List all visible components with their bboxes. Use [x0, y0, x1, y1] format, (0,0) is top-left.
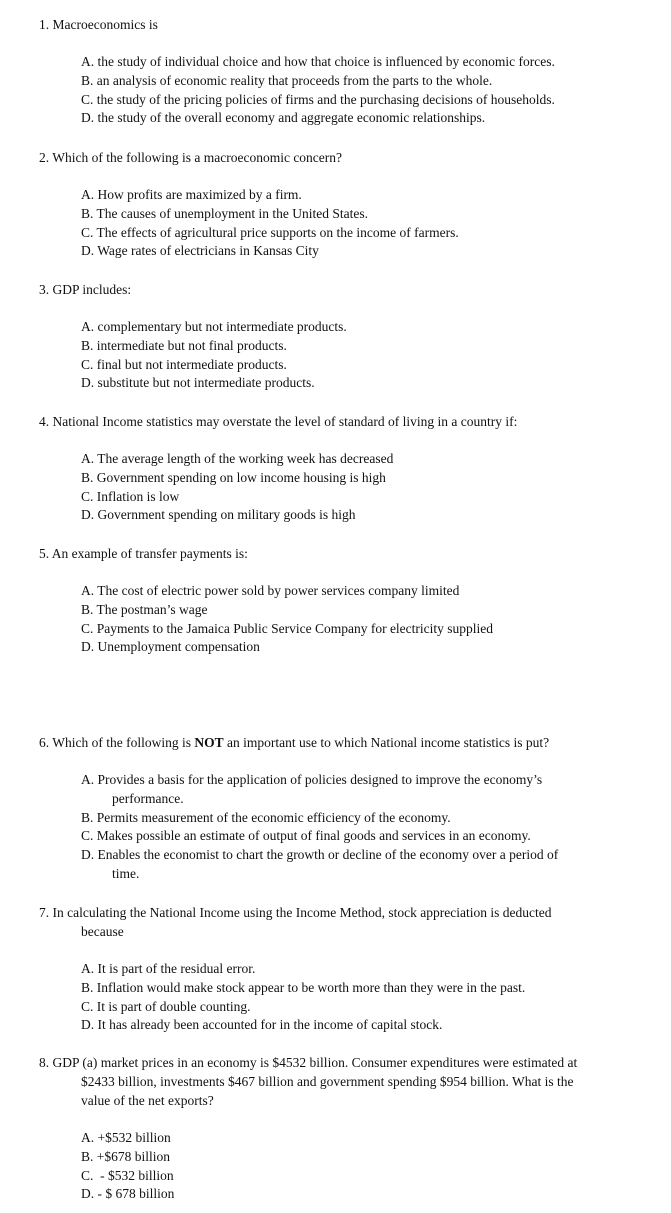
question-text-emphasis: NOT: [194, 735, 224, 750]
option-a: A. How profits are maximized by a firm.: [81, 187, 302, 202]
question-stem: [39, 544, 639, 563]
question-text: National Income statistics may overstate the level of standard of living in a country if:: [52, 414, 518, 429]
option-d: D. Unemployment compensation: [81, 639, 260, 655]
question-stem: [39, 15, 639, 34]
option-d: D. Wage rates of electricians in Kansas City: [81, 243, 319, 259]
option-d: D. Government spending on military goods is high: [81, 507, 356, 523]
option-b: B. Government spending on low income housing is high: [81, 469, 386, 485]
question-text-continuation-1: $2433 billion, investments $467 billion and government spending $954 billion. What is the: [81, 1074, 574, 1089]
option-a: A. The average length of the working week has decreased: [81, 451, 394, 466]
option-b: B. Inflation would make stock appear to be worth more than they were in the past.: [81, 979, 526, 995]
question-4: [39, 412, 639, 525]
question-number: 4.: [39, 414, 50, 429]
question-stem: [39, 733, 639, 752]
option-b: B. intermediate but not final products.: [81, 337, 287, 353]
question-text: GDP (a) market prices in an economy is $4532 billion. Consumer expenditures were estimated at: [52, 1055, 578, 1070]
question-6: [39, 733, 639, 884]
option-d: D. the study of the overall economy and aggregate economic relationships.: [81, 110, 486, 126]
question-text-continuation: because: [81, 924, 124, 939]
question-2: [39, 148, 639, 261]
question-number: 1.: [39, 17, 50, 32]
option-a: A. It is part of the residual error.: [81, 961, 256, 976]
question-text: An example of transfer payments is:: [51, 546, 248, 561]
option-c: C. Payments to the Jamaica Public Service Company for electricity supplied: [81, 620, 494, 636]
question-text-before: Which of the following is: [52, 735, 191, 750]
question-3: [39, 280, 639, 393]
question-text: In calculating the National Income using the Income Method, stock appreciation is deducted: [52, 905, 552, 920]
option-c: C. the study of the pricing policies of firms and the purchasing decisions of households.: [81, 91, 555, 107]
option-c: C. final but not intermediate products.: [81, 356, 287, 372]
question-number: 2.: [39, 150, 50, 165]
options-list: [39, 771, 639, 884]
options-list: [39, 1129, 639, 1204]
option-b: B. The causes of unemployment in the United States.: [81, 205, 368, 221]
options-list: [39, 450, 639, 525]
question-stem: [39, 1053, 639, 1072]
question-7: [39, 903, 639, 1035]
question-1: [39, 15, 639, 128]
option-c: C. Inflation is low: [81, 488, 180, 504]
question-5: [39, 544, 639, 657]
question-number: 8.: [39, 1055, 50, 1070]
options-list: [39, 582, 639, 657]
question-text: Macroeconomics is: [52, 17, 158, 32]
question-text-after: an important use to which National income statistics is put?: [227, 735, 550, 750]
question-number: 3.: [39, 282, 50, 297]
question-text: Which of the following is a macroeconomic concern?: [52, 150, 343, 165]
option-c: C. It is part of double counting.: [81, 998, 251, 1014]
option-a: A. complementary but not intermediate products.: [81, 319, 347, 334]
option-d: D. substitute but not intermediate products.: [81, 375, 315, 391]
option-a: A. Provides a basis for the application of policies designed to improve the economy’s: [81, 772, 543, 787]
option-d: D. - $ 678 billion: [81, 1186, 175, 1202]
option-d: D. Enables the economist to chart the growth or decline of the economy over a period of: [81, 847, 559, 863]
option-c: C. Makes possible an estimate of output of final goods and services in an economy.: [81, 828, 531, 844]
question-stem: [39, 412, 639, 431]
options-list: [39, 53, 639, 128]
question-number: 6.: [39, 735, 50, 750]
option-d: D. It has already been accounted for in the income of capital stock.: [81, 1017, 443, 1033]
question-stem: [39, 903, 639, 922]
option-b: B. an analysis of economic reality that proceeds from the parts to the whole.: [81, 72, 493, 88]
question-stem: [39, 280, 639, 299]
question-text-continuation-2: value of the net exports?: [81, 1093, 214, 1108]
option-c: C. The effects of agricultural price supports on the income of farmers.: [81, 224, 459, 240]
option-a: A. the study of individual choice and how that choice is influenced by economic forces.: [81, 54, 555, 69]
question-stem: [39, 148, 639, 167]
option-c: C. - $532 billion: [81, 1167, 174, 1183]
options-list: [39, 318, 639, 393]
option-d-continuation: time.: [112, 865, 140, 881]
question-8: [39, 1053, 639, 1204]
question-text: GDP includes:: [52, 282, 132, 297]
options-list: [39, 960, 639, 1035]
option-b: B. Permits measurement of the economic efficiency of the economy.: [81, 809, 451, 825]
question-number: 7.: [39, 905, 50, 920]
option-a: A. The cost of electric power sold by power services company limited: [81, 583, 460, 598]
option-a-continuation: performance.: [112, 790, 184, 806]
option-a: A. +$532 billion: [81, 1130, 171, 1145]
options-list: [39, 186, 639, 261]
option-b: B. The postman’s wage: [81, 601, 208, 617]
question-number: 5.: [39, 546, 50, 561]
option-b: B. +$678 billion: [81, 1148, 170, 1164]
